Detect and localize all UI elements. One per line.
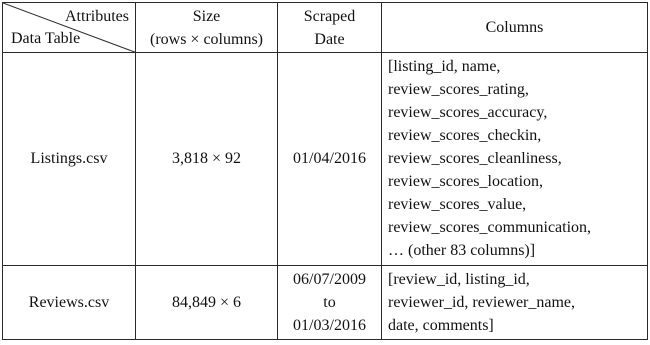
data-table-label: Data Table bbox=[11, 30, 81, 48]
date-cell bbox=[278, 53, 382, 266]
column-list-line: reviewer_id, reviewer_name, bbox=[388, 293, 576, 311]
table-row-listings bbox=[3, 53, 648, 266]
column-list-line: review_scores_rating, bbox=[388, 81, 529, 99]
size-header-line1: Size bbox=[192, 7, 221, 25]
date-line: to bbox=[323, 293, 336, 311]
date-line: 01/04/2016 bbox=[293, 150, 366, 168]
attributes-label: Attributes bbox=[65, 8, 129, 25]
columns-cell bbox=[382, 53, 648, 266]
date-line: 01/03/2016 bbox=[293, 316, 366, 334]
date-header-line1: Scraped bbox=[303, 7, 356, 25]
columns-cell bbox=[382, 265, 648, 339]
column-list-line: … (other 83 columns)] bbox=[388, 242, 536, 260]
date-cell bbox=[278, 265, 382, 339]
header-row bbox=[3, 3, 648, 53]
date-header bbox=[278, 3, 382, 53]
column-list-line: review_scores_location, bbox=[388, 173, 544, 191]
date-line: 06/07/2009 bbox=[293, 270, 366, 288]
column-list-line: review_scores_cleanliness, bbox=[388, 150, 562, 168]
size-header-line2: (rows × columns) bbox=[149, 30, 263, 48]
size-header bbox=[136, 3, 278, 53]
diagonal-header-cell bbox=[3, 3, 136, 53]
column-list-line: [listing_id, name, bbox=[388, 58, 501, 76]
table-name-cell: Reviews.csv bbox=[3, 265, 136, 339]
table-row-reviews bbox=[3, 265, 648, 339]
column-list-line: review_scores_accuracy, bbox=[388, 104, 548, 122]
column-list-line: review_scores_value, bbox=[388, 196, 527, 214]
table-name-cell: Listings.csv bbox=[3, 53, 136, 266]
column-list-line: date, comments] bbox=[388, 316, 494, 334]
column-list-line: review_scores_communication, bbox=[388, 219, 592, 237]
date-header-line2: Date bbox=[314, 30, 345, 48]
column-list-line: [review_id, listing_id, bbox=[388, 270, 530, 288]
column-list-line: review_scores_checkin, bbox=[388, 127, 542, 145]
data-table bbox=[2, 2, 648, 340]
size-cell: 3,818 × 92 bbox=[136, 53, 278, 266]
size-cell: 84,849 × 6 bbox=[136, 265, 278, 339]
columns-header: Columns bbox=[382, 3, 648, 53]
